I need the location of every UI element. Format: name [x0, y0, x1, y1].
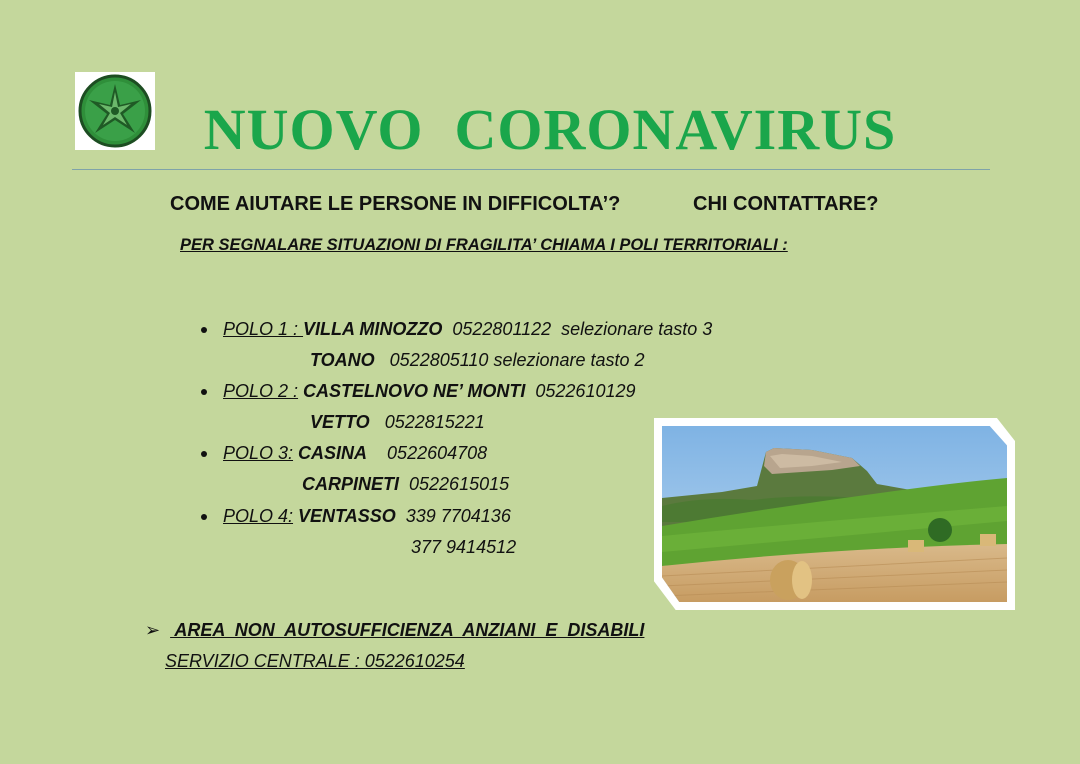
- polo-1-place-2: TOANO: [310, 350, 375, 370]
- polo-2-label: POLO 2 :: [223, 381, 299, 401]
- polo-1-line-2: [310, 350, 645, 371]
- polo-2-phone-2: 0522815221: [369, 412, 485, 432]
- polo-3-line-2: [302, 474, 509, 495]
- area-title: AREA NON AUTOSUFFICIENZA ANZIANI E DISABILI: [170, 620, 645, 640]
- polo-3-place-2: CARPINETI: [302, 474, 400, 494]
- polo-1-label: POLO 1 :: [223, 319, 304, 339]
- servizio-centrale: SERVIZIO CENTRALE : 0522610254: [165, 651, 465, 671]
- polo-4-phone-2: 377 9414512: [411, 537, 517, 557]
- polo-2-line-2: [310, 412, 485, 433]
- polo-2-line-1: [223, 381, 636, 402]
- call-to-action: PER SEGNALARE SITUAZIONI DI FRAGILITA’ CHIAMA I POLI TERRITORIALI :: [180, 236, 788, 254]
- polo-2-place-2: VETTO: [310, 412, 370, 432]
- arrow-bullet-icon: ➢: [145, 620, 161, 640]
- polo-4-label: POLO 4:: [223, 506, 294, 526]
- polo-3-place-1: CASINA: [293, 443, 368, 463]
- landscape-photo: [654, 418, 1015, 610]
- landscape-photo-icon: [662, 426, 1007, 602]
- polo-4-line-2: [411, 537, 516, 558]
- bullet-icon: [201, 327, 207, 333]
- polo-1-phone-2: 0522805110 selezionare tasto 2: [374, 350, 645, 370]
- polo-4-line-1: [223, 506, 511, 527]
- polo-1-phone-1: 0522801122 selezionare tasto 3: [442, 319, 713, 339]
- polo-1-place-1: VILLA MINOZZO: [303, 319, 443, 339]
- area-heading: [145, 620, 644, 641]
- polo-2-phone-1: 0522610129: [525, 381, 636, 401]
- question-contact: CHI CONTATTARE?: [693, 193, 879, 215]
- bullet-icon: [201, 451, 207, 457]
- question-help: COME AIUTARE LE PERSONE IN DIFFICOLTA’?: [170, 193, 621, 215]
- polo-2-place-1: CASTELNOVO NE’ MONTI: [298, 381, 526, 401]
- bullet-icon: [201, 514, 207, 520]
- polo-1-line-1: [223, 319, 712, 340]
- polo-3-label: POLO 3:: [223, 443, 294, 463]
- divider: [72, 169, 990, 170]
- polo-4-phone-1: 339 7704136: [395, 506, 511, 526]
- polo-3-phone-1: 0522604708: [367, 443, 488, 463]
- bullet-icon: [201, 389, 207, 395]
- page-title: NUOVO CORONAVIRUS: [203, 97, 897, 162]
- polo-4-place-1: VENTASSO: [293, 506, 396, 526]
- polo-3-phone-2: 0522615015: [399, 474, 510, 494]
- polo-3-line-1: [223, 443, 487, 464]
